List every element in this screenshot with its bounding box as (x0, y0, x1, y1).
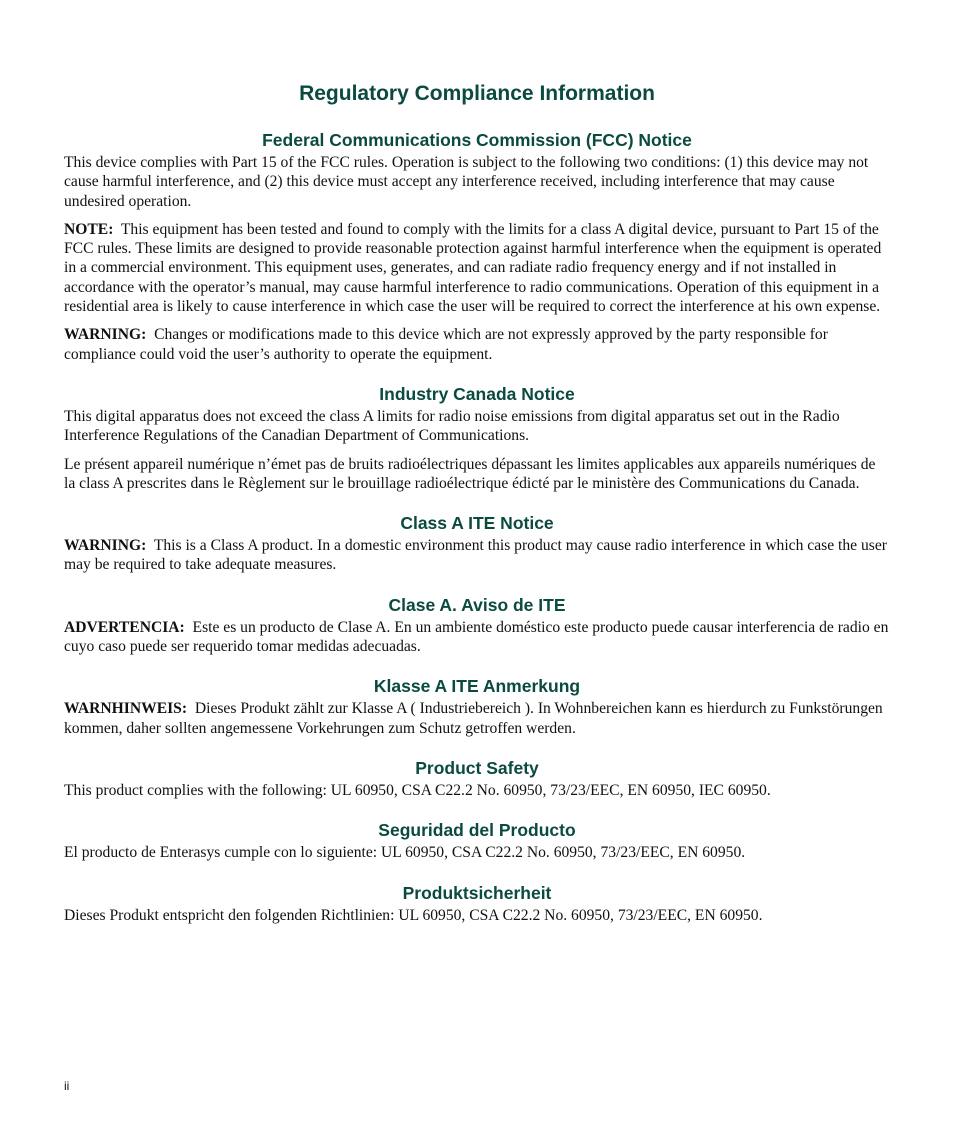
section-heading: Produktsicherheit (402, 882, 552, 903)
document-section (64, 130, 890, 364)
body-paragraph (64, 325, 890, 364)
section-heading: Clase A. Aviso de ITE (388, 594, 566, 615)
section-heading: Federal Communications Commission (FCC) Notice (262, 130, 692, 150)
document-section (64, 758, 890, 800)
document-section (64, 676, 890, 738)
body-paragraph (64, 153, 890, 211)
paragraph-label: WARNING: (64, 537, 147, 555)
section-heading: Seguridad del Producto (378, 820, 576, 841)
sections-container (64, 130, 890, 925)
paragraph-text: This product complies with the following: UL 60950, CSA C22.2 No. 60950, 73/23/EEC, EN 60950, IEC 60950. (64, 781, 771, 799)
body-paragraph (64, 699, 890, 738)
document-section (64, 384, 890, 493)
body-paragraph (64, 536, 890, 575)
section-heading: Klasse A ITE Anmerkung (373, 676, 581, 697)
paragraph-text: This device complies with Part 15 of the FCC rules. Operation is subject to the following two conditions: (1) this device may not cause harmful interference, and (2) this device must accept any interference received, including interference that may cause undesired operation. (64, 154, 869, 210)
body-paragraph (64, 906, 890, 925)
paragraph-label: NOTE: (64, 220, 114, 238)
section-heading: Product Safety (415, 757, 539, 778)
document-section (64, 595, 890, 657)
paragraph-label: WARNING: (64, 326, 147, 344)
document-section (64, 820, 890, 862)
body-paragraph (64, 220, 890, 316)
paragraph-label: WARNHINWEIS: (64, 700, 188, 718)
paragraph-text: El producto de Enterasys cumple con lo siguiente: UL 60950, CSA C22.2 No. 60950, 73/23/EEC, EN 60950. (64, 844, 746, 862)
paragraph-text: This is a Class A product. In a domestic environment this product may cause radio interference in which case the user may be required to take adequate measures. (64, 537, 887, 574)
page-title: Regulatory Compliance Information (299, 82, 655, 105)
document-section (64, 513, 890, 575)
section-heading: Industry Canada Notice (379, 383, 575, 404)
body-paragraph (64, 618, 890, 657)
body-paragraph (64, 407, 890, 446)
paragraph-text: Dieses Produkt zählt zur Klasse A ( Industriebereich ). In Wohnbereichen kann es hierdurch zu Funkstörungen kommen, daher sollten angemessene Vorkehrungen zum Schutz getroffen werden. (64, 700, 883, 737)
paragraph-text: This digital apparatus does not exceed the class A limits for radio noise emissions from digital apparatus set out in the Radio Interference Regulations of the Canadian Department of Communications. (64, 407, 840, 445)
body-paragraph (64, 843, 890, 862)
document-page (64, 80, 890, 925)
section-heading: Class A ITE Notice (400, 513, 554, 534)
body-paragraph (64, 781, 890, 800)
document-section (64, 883, 890, 925)
paragraph-text: Changes or modifications made to this device which are not expressly approved by the party responsible for compliance could void the user’s authority to operate the equipment. (64, 326, 828, 363)
paragraph-text: Dieses Produkt entspricht den folgenden Richtlinien: UL 60950, CSA C22.2 No. 60950, 73/23/EEC, EN 60950. (64, 906, 763, 924)
paragraph-text: Le présent appareil numérique n’émet pas de bruits radioélectriques dépassant les limites applicables aux appareils numériques de la class A prescrites dans le Règlement sur le brouillage radioélectrique édicté par le ministère des Communications du Canada. (64, 455, 876, 492)
paragraph-text: This equipment has been tested and found to comply with the limits for a class A digital device, pursuant to Part 15 of the FCC rules. These limits are designed to provide reasonable protection against harmful interference when the equipment is operated in a commercial environment. This equipment uses, generates, and can radiate radio frequency energy and if not installed in accordance with the operator’s manual, may cause harmful interference to radio communications. Operation of this equipment in a residential area is likely to cause interference in which case the user will be required to correct the interference at his own expense. (64, 220, 882, 316)
paragraph-label: ADVERTENCIA: (64, 618, 185, 636)
page-number: ii (64, 1079, 70, 1093)
paragraph-text: Este es un producto de Clase A. En un ambiente doméstico este producto puede causar interferencia de radio en cuyo caso puede ser requerido tomar medidas adecuadas. (64, 618, 889, 656)
body-paragraph (64, 455, 890, 494)
